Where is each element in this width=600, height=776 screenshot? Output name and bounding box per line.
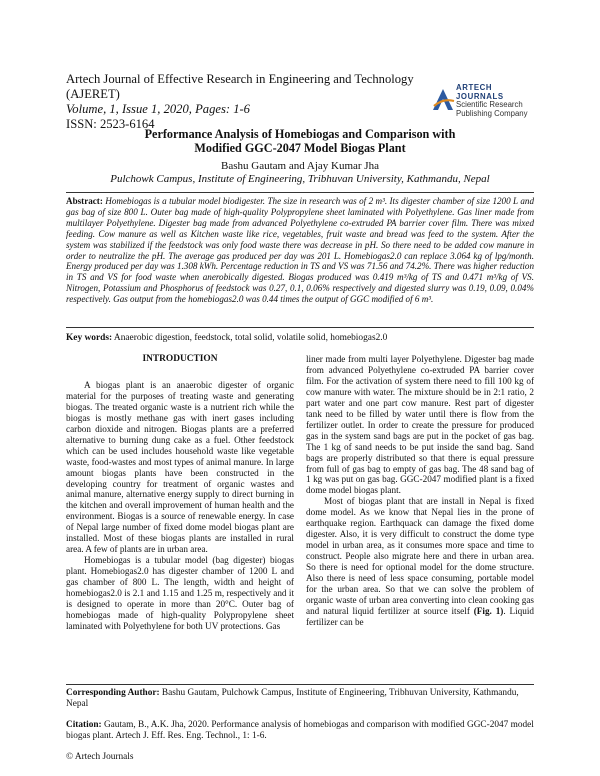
body-column-right <box>306 354 534 628</box>
paper-title <box>60 127 540 155</box>
body-column-left <box>66 354 294 632</box>
logo-line-2: Scientific Research <box>456 100 523 110</box>
keywords-text: Anaerobic digestion, feedstock, total solid, volatile solid, homebiogas2.0 <box>113 333 388 343</box>
corresponding-author-text: Bashu Gautam, Pulchowk Campus, Institute of Engineering, Tribhuvan University, Kathmandu, Nepal <box>66 688 519 709</box>
intro-paragraph-4 <box>306 496 534 627</box>
journal-header <box>66 72 466 132</box>
abstract-text: Homebiogas is a tubular model biodigester. The size in research was of 2 m³. Its digester chamber of size 1200 L and gas bag of size 800 L. Outer bag made of high-quality Polypropylene sheet laminated with Polyethylene. Gas liner made from multilayer Polyethylene. Digester bag made from advanced Polyethylene co-extruded PA barrier cover film. There was mixed feeding. Cow manure as well as Kitchen waste like rice, vegetables, fruit waste and bread was feed to the system. After the system was stabilized if the feedstock was only food waste there was decrease in pH. So there need to be added cow manure in order to neutralize the pH. The average gas produced per day was 201 L. Homebiogas2.0 can replace 3.064 kg of lpg/month. Energy produced per day was 1.308 kWh. Percentage reduction in TS and VS was 71.56 and 74.2%. There was higher reduction in TS and VS for food waste when anerobically digested. Biogas produced was 0.419 m³/kg of TS and 0.471 m³/kg of VS. Nitrogen, Potassium and Phosphorus of feedstock was 0.27, 0.1, 0.06% respectively and digested slurry was 0.19, 0.09, 0.04% respectively. Gas output from the homebiogas2.0 was 0.44 times the output of GGC modified of 6 m³. <box>66 196 534 305</box>
citation-text: Gautam, B., A.K. Jha, 2020. Performance analysis of homebiogas and comparison with modified GGC-2047 model biogas plant. Artech J. Eff. Res. Eng. Technol., 1: 1-6. <box>66 720 534 741</box>
divider-abstract <box>66 327 534 328</box>
citation <box>66 720 534 742</box>
logo-text <box>456 84 540 118</box>
intro-paragraph-3: liner made from multi layer Polyethylene. Digester bag made from advanced Polyethylene co-extruded PA barrier cover film. For the activation of system there need to fill 100 kg of cow manure with water. The mixture should be in 2:1 ratio, 2 part water and one part cow manure. Rest part of digester tank need to be filled by water until there is flow from the fertilizer outlet. In order to create the pressure for produced gas in the system sand bags are put in the pocket of gas bag. The 1 kg of sand needs to be put inside the sand bag. Sand bags are properly distributed so that there is equal pressure from full of gas bag to empty of gas bag. The 48 sand bag of 1 kg was put on gas bag. GGC-2047 modified plant is a fixed dome model biogas plant. <box>306 354 534 496</box>
title-line-1: Performance Analysis of Homebiogas and Comparison with <box>144 127 456 141</box>
publisher-logo <box>430 84 540 116</box>
volume-line: Volume, 1, Issue 1, 2020, Pages: 1-6 <box>66 102 250 116</box>
logo-line-3: Publishing Company <box>456 108 528 118</box>
copyright: © Artech Journals <box>66 752 134 762</box>
keywords <box>66 333 534 344</box>
intro-heading: INTRODUCTION <box>142 354 218 364</box>
citation-label: Citation: <box>66 720 102 730</box>
issn: ISSN: 2523-6164 <box>66 117 155 131</box>
divider-top <box>66 192 534 193</box>
corresponding-author-label: Corresponding Author: <box>66 688 160 698</box>
author-affiliation: Pulchowk Campus, Institute of Engineering, Tribhuvan University, Kathmandu, Nepal <box>110 173 490 185</box>
journal-name: Artech Journal of Effective Research in Engineering and Technology (AJERET) <box>66 72 414 101</box>
abstract <box>66 196 534 305</box>
publisher-logo-icon <box>430 86 456 112</box>
logo-line-1: ARTECH JOURNALS <box>456 83 504 101</box>
divider-footer <box>66 684 534 685</box>
author-names: Bashu Gautam and Ajay Kumar Jha <box>221 160 379 172</box>
abstract-label: Abstract: <box>66 196 103 206</box>
intro-paragraph-1: A biogas plant is an anaerobic digester of organic material for the purposes of treating waste and generating biogas. The treated organic waste is a nutrient rich while the biogas is mostly methane gas with inert gases including carbon dioxide and nitrogen. Biogas plants are a preferred alternative to burning dung cake as a fuel. Other feedstock which can be used includes household waste like vegetable waste, food-wastes and most types of animal manure. In large amount biogas plants have been constructed in the developing country for treatment of organic wastes and animal manure, alternative energy supply to direct burning in the kitchen and overall improvement of human health and the environment. Biogas is a source of renewable energy. In case of Nepal large number of fixed dome model biogas plant are installed. Most of these biogas plants are installed in rural area. A few of plants are in urban area. <box>66 379 294 555</box>
keywords-label: Key words: <box>66 333 113 343</box>
intro-paragraph-4-text: Most of biogas plant that are install in Nepal is fixed dome model. As we know that Nepal lies in the prone of earthquake region. Earthquack can damage the fixed dome digester. Also, it is very difficult to construct the dome type model in urban area, as it consumes more space and time to construct. People also migrate here and there in urban area. So there is need for optional model for the dome structure. Also there is need of less space consuming, portable model for the urban area. So that we can solve the problem of organic waste of urban area converting into clean cooking gas and natural liquid fertilizer at source itself <box>306 496 534 616</box>
author-block <box>60 160 540 186</box>
title-line-2: Modified GGC-2047 Model Biogas Plant <box>194 141 406 155</box>
figure-reference-link[interactable]: (Fig. 1) <box>473 605 504 616</box>
corresponding-author <box>66 688 534 710</box>
intro-paragraph-2: Homebiogas is a tubular model (bag digester) biogas plant. Homebiogas2.0 has digester chamber of 1200 L and gas chamber of 800 L. The length, width and height of homebiogas2.0 is 2.1 and 1.15 and 1.25 m, respectively and it is designed to operate in more than 20°C. Outer bag of homebiogas made of high-quality Polypropylene sheet laminated with Polyethylene for both UV protections. Gas <box>66 555 294 631</box>
intro-paragraph-4-end: . Liquid fertilizer can be <box>306 605 534 627</box>
